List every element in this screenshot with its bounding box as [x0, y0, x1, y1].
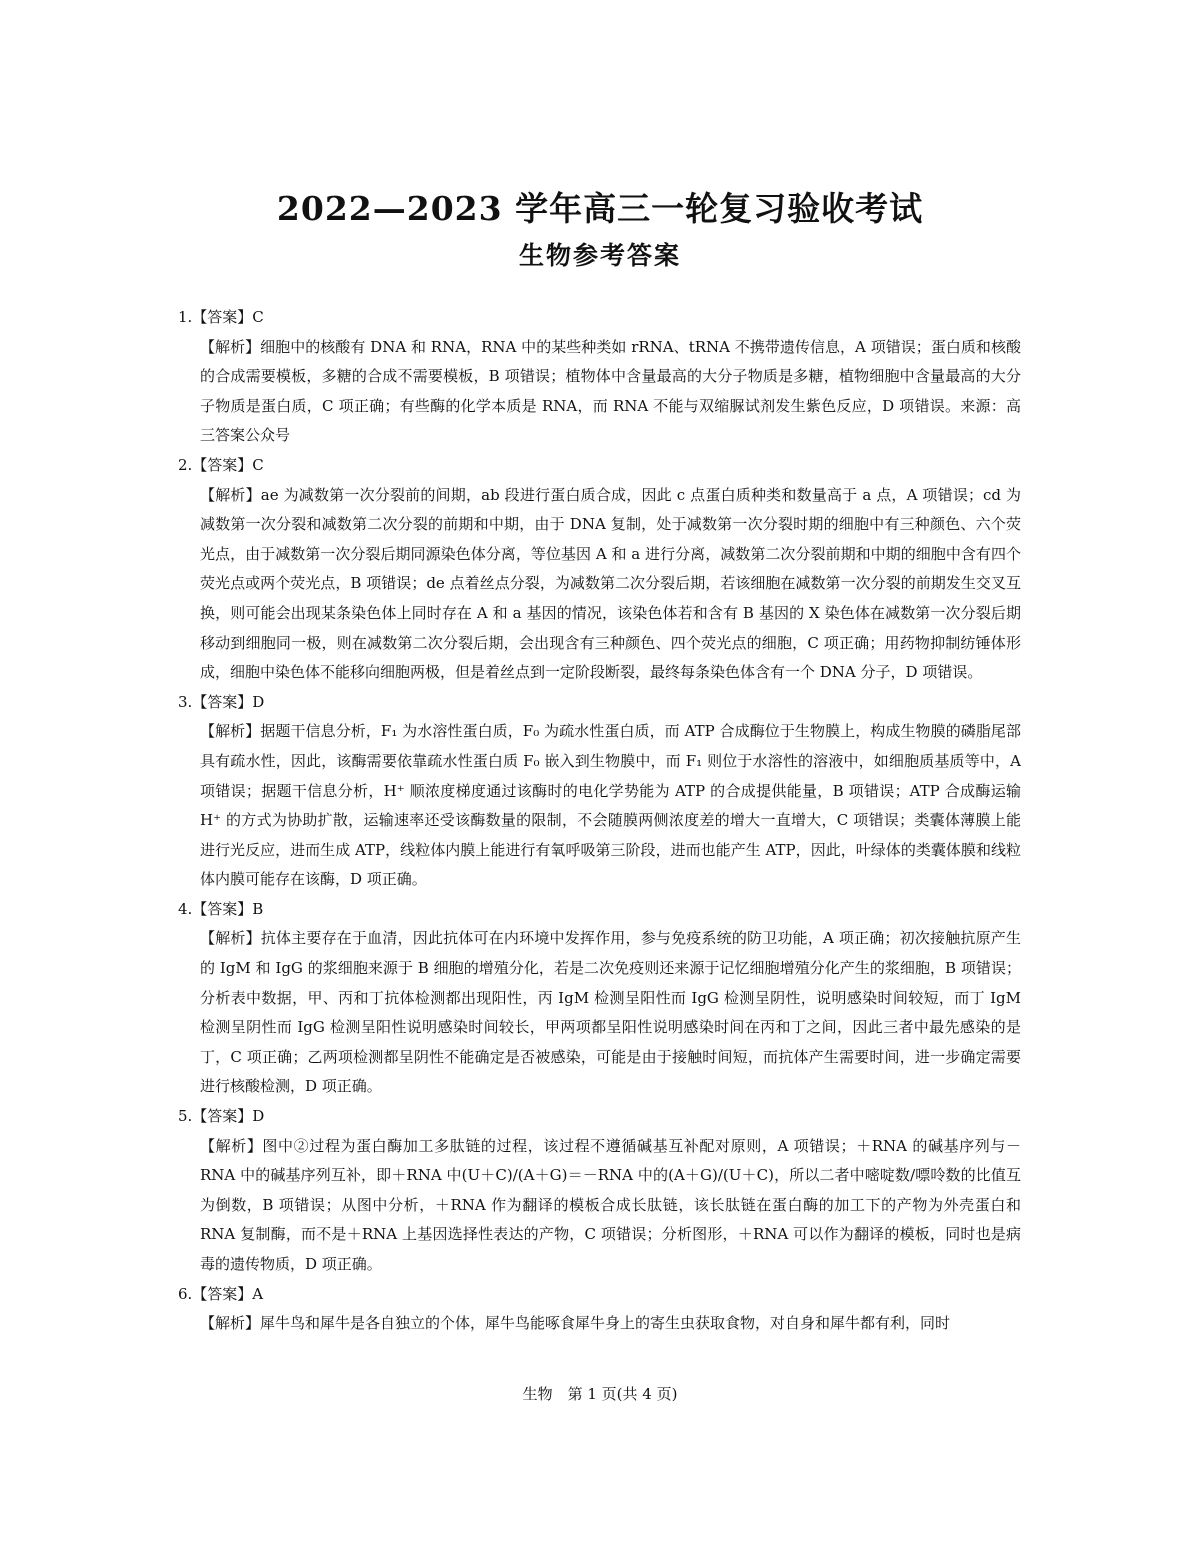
answer-line: 1.【答案】C — [178, 308, 264, 326]
page-subtitle: 生物参考答案 — [518, 241, 681, 270]
question-3 — [178, 688, 1021, 895]
answer-line: 4.【答案】B — [178, 899, 264, 918]
page-title: 2022—2023 学年高三一轮复习验收考试 — [276, 189, 924, 228]
analysis-paragraph: 【解析】犀牛鸟和犀牛是各自独立的个体，犀牛鸟能啄食犀牛身上的寄生虫获取食物，对自身和犀牛都有利，同时 — [200, 1314, 951, 1333]
question-5 — [178, 1102, 1021, 1280]
answer-line: 2.【答案】C — [178, 455, 264, 474]
analysis-paragraph: 【解析】抗体主要存在于血清，因此抗体可在内环境中发挥作用，参与免疫系统的防卫功能，A 项正确；初次接触抗原产生的 IgM 和 IgG 的浆细胞来源于 B 细胞的增殖分化，若是二次免疫则还来源于记忆细胞增殖分化产生的浆细胞，B 项错误；分析表中数据，甲、丙和丁抗体检测都出现阳性，丙 IgM 检测呈阳性而 IgG 检测呈阴性，说明感染时间较短，而丁 IgM 检测呈阴性而 IgG 检测呈阳性说明感染时间较长，甲两项都呈阳性说明感染时间在丙和丁之间，因此三者中最先感染的是丁，C 项正确；乙两项检测都呈阴性不能确定是否被感染，可能是由于接触时间短，而抗体产生需要时间，进一步确定需要进行核酸检测，D 项正确。 — [200, 929, 1021, 1096]
page-footer: 生物 第 1 页(共 4 页) — [522, 1385, 678, 1403]
analysis-paragraph: 【解析】图中②过程为蛋白酶加工多肽链的过程，该过程不遵循碱基互补配对原则，A 项错误；＋RNA 的碱基序列与－RNA 中的碱基序列互补，即＋RNA 中(U＋C)/(A＋G)＝－RNA 中的(A＋G)/(U＋C)，所以二者中嘧啶数/嘌呤数的比值互为倒数，B 项错误；从图中分析，＋RNA 作为翻译的模板合成长肽链，该长肽链在蛋白酶的加工下的产物为外壳蛋白和 RNA 复制酶，而不是＋RNA 上基因选择性表达的产物，C 项错误；分析图形，＋RNA 可以作为翻译的模板，同时也是病毒的遗传物质，D 项正确。 — [200, 1136, 1021, 1273]
question-1 — [178, 303, 1021, 451]
analysis-paragraph: 【解析】ae 为减数第一次分裂前的间期，ab 段进行蛋白质合成，因此 c 点蛋白质种类和数量高于 a 点，A 项错误；cd 为减数第一次分裂和减数第二次分裂的前期和中期，由于 DNA 复制，处于减数第一次分裂时期的细胞中有三种颜色、六个荧光点，由于减数第一次分裂后期同源染色体分离，等位基因 A 和 a 进行分离，减数第二次分裂前期和中期的细胞中含有四个荧光点或两个荧光点，B 项错误；de 点着丝点分裂，为减数第二次分裂后期，若该细胞在减数第一次分裂的前期发生交叉互换，则可能会出现某条染色体上同时存在 A 和 a 基因的情况，该染色体若和含有 B 基因的 X 染色体在减数第一次分裂后期移动到细胞同一极，则在减数第二次分裂后期，会出现含有三种颜色、四个荧光点的细胞，C 项正确；用药物抑制纺锤体形成，细胞中染色体不能移向细胞两极，但是着丝点到一定阶段断裂，最终每条染色体含有一个 DNA 分子，D 项错误。 — [200, 485, 1021, 682]
analysis-paragraph: 【解析】细胞中的核酸有 DNA 和 RNA，RNA 中的某些种类如 rRNA、tRNA 不携带遗传信息，A 项错误；蛋白质和核酸的合成需要模板，多糖的合成不需要模板，B 项错误；植物体中含量最高的大分子物质是多糖，植物细胞中含量最高的大分子物质是蛋白质，C 项正确；有些酶的化学本质是 RNA，而 RNA 不能与双缩脲试剂发生紫色反应，D 项错误。来源：高三答案公众号 — [200, 337, 1021, 445]
answer-list — [178, 303, 1021, 1339]
question-2 — [178, 451, 1021, 688]
analysis-paragraph: 【解析】据题干信息分析，F₁ 为水溶性蛋白质，F₀ 为疏水性蛋白质，而 ATP 合成酶位于生物膜上，构成生物膜的磷脂尾部具有疏水性，因此，该酶需要依靠疏水性蛋白质 F₀ 嵌入到生物膜中，而 F₁ 则位于水溶性的溶液中，如细胞质基质等中，A 项错误；据题干信息分析，H⁺ 顺浓度梯度通过该酶时的电化学势能为 ATP 的合成提供能量，B 项错误；ATP 合成酶运输 H⁺ 的方式为协助扩散，运输速率还受该酶数量的限制，不会随膜两侧浓度差的增大一直增大，C 项错误；类囊体薄膜上能进行光反应，进而生成 ATP，线粒体内膜上能进行有氧呼吸第三阶段，进而也能产生 ATP，因此，叶绿体的类囊体膜和线粒体内膜可能存在该酶，D 项正确。 — [200, 722, 1021, 889]
answer-line: 6.【答案】A — [178, 1284, 264, 1303]
question-4 — [178, 895, 1021, 1102]
answer-line: 5.【答案】D — [178, 1107, 265, 1126]
answer-line: 3.【答案】D — [178, 692, 265, 711]
question-6 — [178, 1280, 1021, 1339]
